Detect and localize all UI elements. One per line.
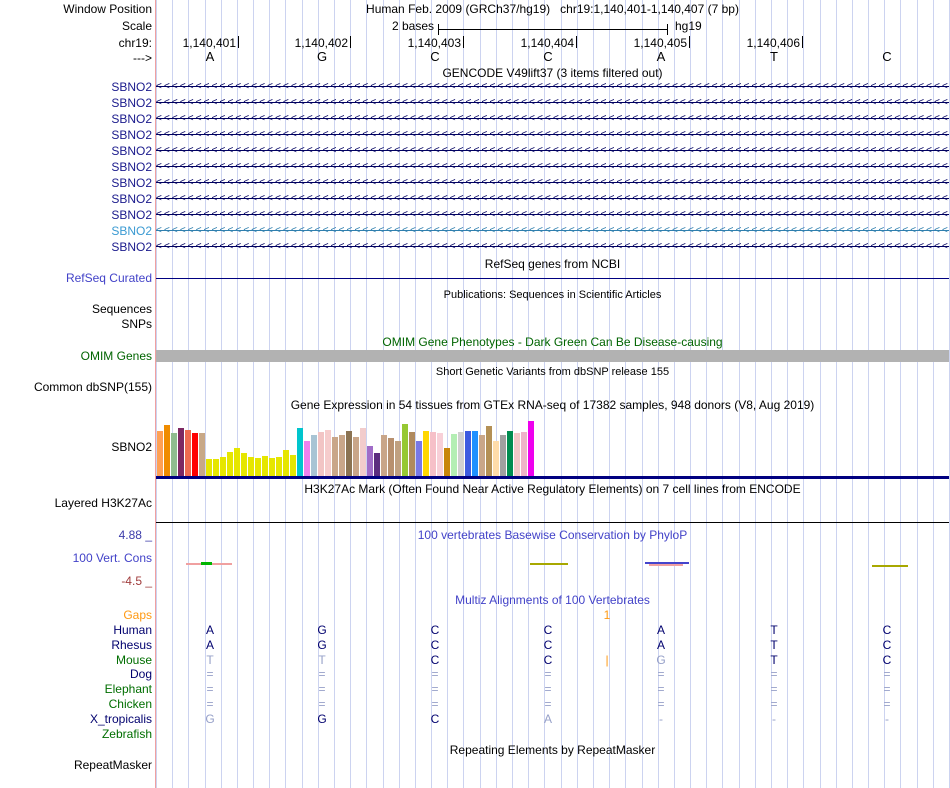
gtex-expression-bar[interactable] — [479, 435, 485, 476]
gtex-expression-bar[interactable] — [346, 431, 352, 476]
species-label[interactable]: Chicken — [108, 697, 152, 711]
gtex-expression-bar[interactable] — [500, 435, 506, 476]
gene-item-label[interactable]: SBNO2 — [111, 128, 152, 142]
gtex-expression-bar[interactable] — [465, 431, 471, 476]
gene-item-arrow-line[interactable] — [156, 225, 949, 236]
gtex-track-baseline[interactable] — [156, 476, 949, 479]
gtex-expression-bar[interactable] — [248, 457, 254, 476]
common-dbsnp-label[interactable]: Common dbSNP(155) — [33, 380, 152, 394]
gtex-expression-bar[interactable] — [255, 458, 261, 476]
gene-strand-line — [156, 214, 949, 215]
gene-strand-line — [156, 246, 949, 247]
gene-item-label[interactable]: SBNO2 — [111, 144, 152, 158]
alignment-base-letter[interactable]: T — [770, 653, 778, 667]
alignment-base-letter[interactable]: C — [430, 623, 440, 637]
gene-item-arrow-line[interactable] — [156, 177, 949, 188]
alignment-base-letter[interactable]: A — [205, 638, 215, 652]
gene-item-label[interactable]: SBNO2 — [111, 192, 152, 206]
chromosome-label[interactable]: chr19: — [118, 36, 152, 50]
gtex-expression-bar[interactable] — [269, 458, 275, 476]
gtex-track-title[interactable]: Gene Expression in 54 tissues from GTEx RNA-seq of 17382 samples, 948 donors (V8, Aug 2019) — [290, 398, 815, 412]
ruler-base-letter[interactable]: C — [430, 49, 440, 64]
gene-item-arrow-line[interactable] — [156, 81, 949, 92]
ruler-base-letter[interactable]: A — [656, 49, 666, 64]
ruler-coordinate-label[interactable]: 1,140,401 — [182, 36, 236, 50]
refseq-track-title[interactable]: RefSeq genes from NCBI — [484, 257, 621, 271]
assembly-position-title: Human Feb. 2009 (GRCh37/hg19) chr19:1,140,401-1,140,407 (7 bp) — [366, 2, 739, 16]
phylop-min-label[interactable]: -4.5 _ — [121, 574, 152, 588]
alignment-base-letter[interactable]: = — [318, 667, 326, 681]
species-label[interactable]: Human — [113, 623, 152, 637]
alignment-base-letter[interactable]: = — [883, 667, 891, 681]
alignment-base-letter[interactable]: = — [883, 682, 891, 696]
scale-bracket-line — [438, 29, 668, 30]
window-position-label: Window Position — [63, 2, 152, 16]
gtex-expression-bar[interactable] — [458, 432, 464, 476]
refseq-curated-track-line[interactable] — [156, 278, 949, 279]
alignment-base-letter[interactable]: = — [206, 667, 214, 681]
gtex-expression-bar[interactable] — [213, 459, 219, 476]
gene-item-arrow-line[interactable] — [156, 145, 949, 156]
alignment-base-letter[interactable]: C — [543, 623, 553, 637]
gtex-expression-bar[interactable] — [192, 433, 198, 476]
gene-strand-line — [156, 182, 949, 183]
gtex-expression-bar[interactable] — [234, 448, 240, 476]
vert-cons-label[interactable]: 100 Vert. Cons — [72, 551, 152, 565]
species-label[interactable]: Zebrafish — [101, 727, 152, 741]
refseq-curated-label[interactable]: RefSeq Curated — [65, 271, 152, 285]
gtex-expression-bar[interactable] — [437, 433, 443, 476]
species-label[interactable]: Elephant — [104, 682, 152, 696]
alignment-base-letter[interactable]: T — [770, 638, 778, 652]
ruler-base-letter[interactable]: T — [770, 49, 778, 64]
gtex-expression-bar[interactable] — [353, 437, 359, 476]
gtex-expression-bar[interactable] — [283, 450, 289, 476]
alignment-base-letter[interactable]: C — [543, 653, 553, 667]
alignment-base-letter[interactable]: = — [883, 697, 891, 711]
gene-item-arrow-line[interactable] — [156, 161, 949, 172]
alignment-base-letter[interactable]: = — [206, 682, 214, 696]
alignment-base-letter[interactable]: = — [657, 682, 665, 696]
gaps-label[interactable]: Gaps — [123, 608, 152, 622]
alignment-base-letter[interactable]: = — [206, 697, 214, 711]
gtex-expression-bar[interactable] — [514, 433, 520, 476]
gene-item-label[interactable]: SBNO2 — [111, 112, 152, 126]
alignment-base-letter[interactable]: = — [431, 697, 439, 711]
repeatmasker-track-title[interactable]: Repeating Elements by RepeatMasker — [449, 743, 656, 757]
ruler-coordinate-label[interactable]: 1,140,406 — [746, 36, 800, 50]
sequences-label[interactable]: Sequences — [91, 302, 152, 316]
omim-genes-track-bar[interactable] — [156, 350, 949, 362]
gene-strand-line — [156, 230, 949, 231]
multiz-track-title[interactable]: Multiz Alignments of 100 Vertebrates — [455, 593, 650, 607]
ruler-coordinate-tick — [576, 36, 577, 48]
gene-item-label[interactable]: SBNO2 — [111, 160, 152, 174]
gtex-expression-bar[interactable] — [227, 452, 233, 476]
gtex-expression-bar[interactable] — [290, 455, 296, 476]
alignment-base-letter[interactable]: C — [430, 712, 440, 726]
assembly-name-label: hg19 — [675, 19, 702, 33]
alignment-base-letter[interactable]: A — [543, 712, 553, 726]
alignment-base-letter[interactable]: = — [657, 697, 665, 711]
alignment-base-letter[interactable]: T — [318, 653, 326, 667]
gene-item-label[interactable]: SBNO2 — [111, 96, 152, 110]
gtex-expression-bar[interactable] — [486, 426, 492, 476]
alignment-base-letter[interactable]: A — [656, 623, 666, 637]
omim-genes-label[interactable]: OMIM Genes — [80, 349, 152, 363]
alignment-base-letter[interactable]: C — [430, 653, 440, 667]
gtex-expression-bar[interactable] — [388, 438, 394, 476]
insert-marker[interactable]: | — [605, 653, 609, 667]
gtex-expression-bar[interactable] — [164, 425, 170, 476]
gene-item-arrow-line[interactable] — [156, 209, 949, 220]
alignment-base-letter[interactable]: - — [659, 712, 663, 726]
gtex-expression-bar[interactable] — [178, 428, 184, 476]
phylop-max-label[interactable]: 4.88 _ — [118, 528, 152, 542]
gtex-expression-bar[interactable] — [332, 437, 338, 476]
gtex-expression-bar[interactable] — [276, 457, 282, 476]
species-label[interactable]: Dog — [129, 667, 152, 681]
gtex-expression-bar[interactable] — [220, 457, 226, 476]
alignment-base-letter[interactable]: G — [317, 623, 327, 637]
gtex-expression-bar[interactable] — [374, 453, 380, 476]
gtex-expression-bar[interactable] — [185, 430, 191, 476]
alignment-base-letter[interactable]: = — [318, 682, 326, 696]
alignment-base-letter[interactable]: C — [543, 638, 553, 652]
gtex-expression-bar[interactable] — [318, 432, 324, 476]
alignment-base-letter[interactable]: G — [656, 653, 666, 667]
alignment-base-letter[interactable]: A — [656, 638, 666, 652]
gtex-expression-bar[interactable] — [311, 435, 317, 476]
gtex-expression-bar[interactable] — [507, 431, 513, 476]
species-label[interactable]: X_tropicalis — [89, 712, 152, 726]
phylop-track-title[interactable]: 100 vertebrates Basewise Conservation by PhyloP — [417, 528, 688, 542]
h3k27ac-track-baseline[interactable] — [156, 522, 949, 523]
alignment-base-letter[interactable]: = — [770, 697, 778, 711]
gene-strand-line — [156, 134, 949, 135]
alignment-base-letter[interactable]: = — [318, 697, 326, 711]
species-label[interactable]: Mouse — [115, 653, 152, 667]
alignment-base-letter[interactable]: G — [317, 638, 327, 652]
alignment-base-letter[interactable]: C — [430, 638, 440, 652]
alignment-base-letter[interactable]: = — [431, 667, 439, 681]
gtex-expression-bar[interactable] — [241, 453, 247, 476]
alignment-base-letter[interactable]: = — [657, 667, 665, 681]
gtex-expression-bar[interactable] — [528, 421, 534, 476]
ruler-base-letter[interactable]: C — [543, 49, 553, 64]
gene-item-label[interactable]: SBNO2 — [111, 80, 152, 94]
alignment-base-letter[interactable]: C — [882, 638, 892, 652]
gene-strand-line — [156, 86, 949, 87]
ruler-coordinate-label[interactable]: 1,140,404 — [520, 36, 574, 50]
gene-item-label[interactable]: SBNO2 — [111, 208, 152, 222]
layered-h3k27ac-label[interactable]: Layered H3K27Ac — [54, 496, 152, 510]
alignment-base-letter[interactable]: = — [431, 682, 439, 696]
species-label[interactable]: Rhesus — [111, 638, 152, 652]
phylop-conservation-mark[interactable] — [649, 564, 683, 566]
gtex-expression-bar[interactable] — [206, 459, 212, 476]
gtex-expression-bar[interactable] — [339, 435, 345, 476]
gtex-expression-bar[interactable] — [304, 441, 310, 476]
alignment-base-letter[interactable]: T — [206, 653, 214, 667]
scale-bases-label: 2 bases — [391, 19, 434, 33]
gene-item-arrow-line[interactable] — [156, 129, 949, 140]
gtex-expression-bar[interactable] — [360, 428, 366, 476]
alignment-base-letter[interactable]: C — [882, 623, 892, 637]
gtex-expression-bar[interactable] — [402, 424, 408, 476]
ruler-base-letter[interactable]: A — [205, 49, 215, 64]
alignment-base-letter[interactable]: - — [885, 712, 889, 726]
ruler-coordinate-tick — [238, 36, 239, 48]
repeatmasker-label[interactable]: RepeatMasker — [73, 758, 152, 772]
alignment-base-letter[interactable]: = — [544, 682, 552, 696]
dbsnp-track-title[interactable]: Short Genetic Variants from dbSNP release 155 — [435, 366, 670, 378]
gene-strand-line — [156, 102, 949, 103]
gtex-expression-bar[interactable] — [451, 434, 457, 476]
ruler-coordinate-label[interactable]: 1,140,402 — [294, 36, 348, 50]
gap-count-marker[interactable]: 1 — [603, 608, 611, 622]
gene-strand-line — [156, 118, 949, 119]
gene-item-arrow-line[interactable] — [156, 241, 949, 252]
gtex-expression-bar[interactable] — [395, 441, 401, 476]
gtex-expression-bar[interactable] — [171, 433, 177, 476]
gtex-expression-bar[interactable] — [416, 441, 422, 476]
alignment-base-letter[interactable]: T — [770, 623, 778, 637]
h3k27ac-track-title[interactable]: H3K27Ac Mark (Often Found Near Active Regulatory Elements) on 7 cell lines from ENCODE — [304, 482, 801, 496]
scale-bracket-left-tick — [438, 24, 439, 35]
gene-item-label[interactable]: SBNO2 — [111, 224, 152, 238]
gtex-expression-bar[interactable] — [472, 431, 478, 476]
omim-track-title[interactable]: OMIM Gene Phenotypes - Dark Green Can Be Disease-causing — [382, 335, 723, 349]
gencode-track-title[interactable]: GENCODE V49lift37 (3 items filtered out) — [442, 66, 663, 80]
gene-strand-line — [156, 150, 949, 151]
alignment-base-letter[interactable]: = — [544, 697, 552, 711]
ruler-coordinate-tick — [463, 36, 464, 48]
gtex-expression-bar[interactable] — [262, 456, 268, 476]
gtex-expression-bar[interactable] — [409, 432, 415, 476]
gtex-expression-bar[interactable] — [367, 446, 373, 476]
phylop-conservation-mark[interactable] — [872, 565, 908, 567]
scale-row-label: Scale — [121, 19, 152, 33]
gene-item-label[interactable]: SBNO2 — [111, 240, 152, 254]
ruler-coordinate-label[interactable]: 1,140,405 — [633, 36, 687, 50]
gtex-expression-bar[interactable] — [521, 432, 527, 476]
ruler-coordinate-tick — [689, 36, 690, 48]
gene-strand-line — [156, 166, 949, 167]
gene-item-arrow-line[interactable] — [156, 193, 949, 204]
alignment-base-letter[interactable]: A — [205, 623, 215, 637]
alignment-base-letter[interactable]: = — [770, 667, 778, 681]
alignment-base-letter[interactable]: = — [544, 667, 552, 681]
scale-bracket-right-tick — [667, 24, 668, 35]
ruler-coordinate-tick — [350, 36, 351, 48]
ruler-coordinate-tick — [802, 36, 803, 48]
gene-item-arrow-line[interactable] — [156, 113, 949, 124]
gtex-gene-label[interactable]: SBNO2 — [111, 440, 152, 454]
gtex-expression-bar[interactable] — [325, 430, 331, 476]
gtex-expression-bar[interactable] — [493, 441, 499, 476]
alignment-base-letter[interactable]: = — [770, 682, 778, 696]
alignment-base-letter[interactable]: C — [882, 653, 892, 667]
gtex-expression-bar[interactable] — [297, 428, 303, 476]
gene-item-label[interactable]: SBNO2 — [111, 176, 152, 190]
strand-direction-label: ---> — [133, 51, 152, 65]
alignment-base-letter[interactable]: G — [317, 712, 327, 726]
gene-strand-line — [156, 198, 949, 199]
gtex-expression-bar[interactable] — [430, 432, 436, 476]
snps-label[interactable]: SNPs — [121, 317, 152, 331]
phylop-conservation-mark[interactable] — [530, 563, 568, 565]
gtex-expression-bar[interactable] — [444, 448, 450, 476]
gtex-expression-bar[interactable] — [381, 435, 387, 476]
alignment-base-letter[interactable]: G — [205, 712, 215, 726]
publications-track-title[interactable]: Publications: Sequences in Scientific Articles — [443, 289, 662, 301]
gtex-expression-bar[interactable] — [157, 431, 163, 476]
ruler-coordinate-label[interactable]: 1,140,403 — [407, 36, 461, 50]
gene-item-arrow-line[interactable] — [156, 97, 949, 108]
gtex-expression-bar[interactable] — [423, 431, 429, 476]
gtex-expression-bar[interactable] — [199, 433, 205, 476]
ruler-base-letter[interactable]: C — [882, 49, 892, 64]
alignment-base-letter[interactable]: - — [772, 712, 776, 726]
ruler-base-letter[interactable]: G — [316, 49, 328, 64]
phylop-conservation-mark[interactable] — [201, 562, 212, 565]
